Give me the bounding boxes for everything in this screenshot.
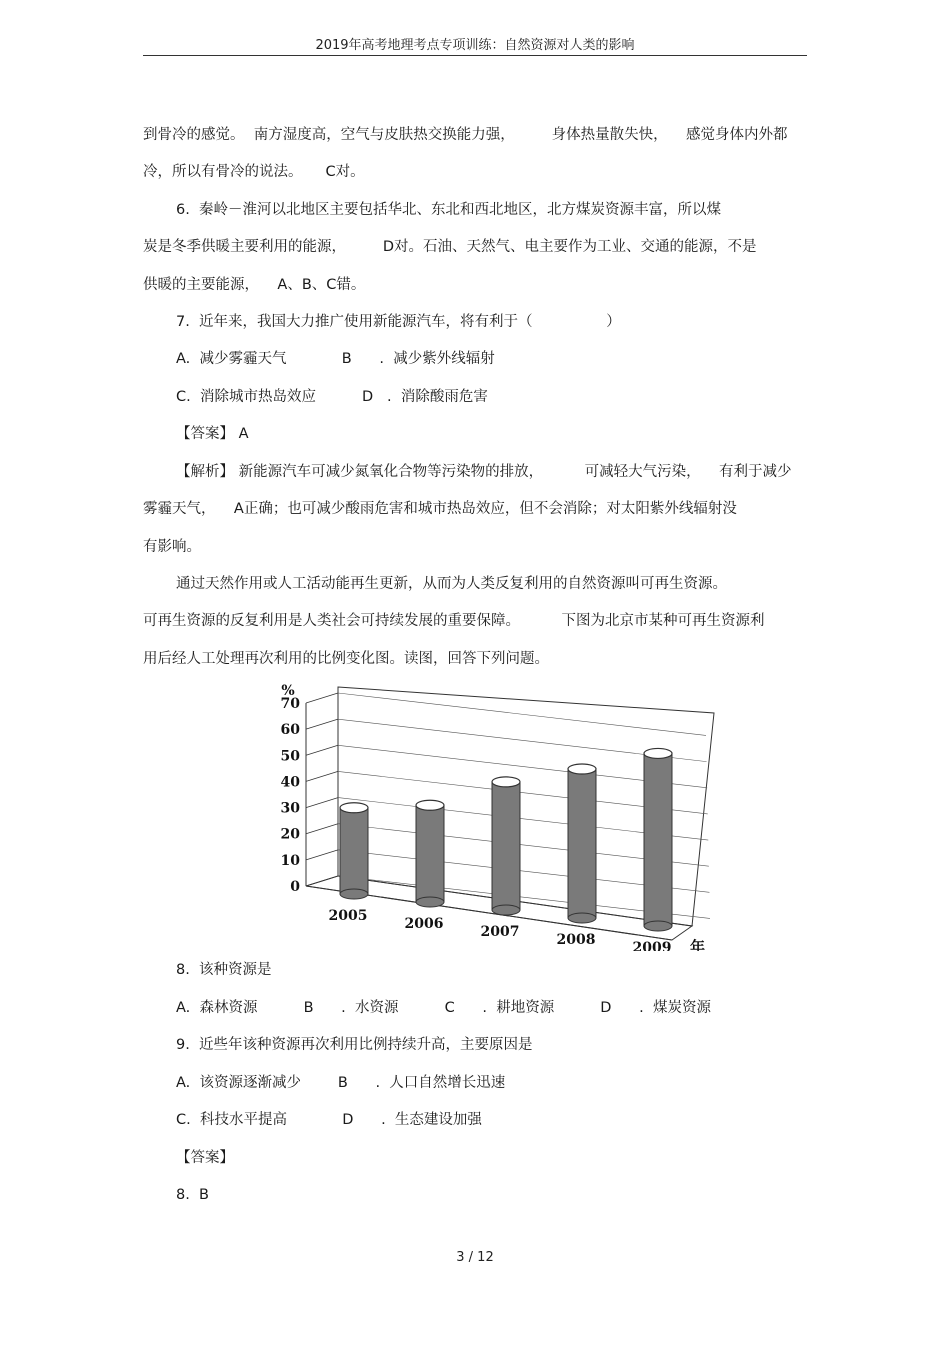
y-tick-label: 40 (280, 774, 300, 791)
y-tick-label: 70 (280, 696, 300, 712)
question-7: 7. 近年来，我国大力推广使用新能源汽车，将有利于（ ） (176, 314, 621, 330)
grid-line-side (306, 745, 338, 755)
bar-body (644, 753, 672, 926)
bar-base (340, 889, 368, 899)
bar-top (416, 800, 444, 810)
page-number: 3 / 12 (456, 1250, 494, 1265)
y-tick-label: 0 (290, 879, 300, 895)
bar-top (492, 777, 520, 787)
y-tick-label: 30 (280, 800, 300, 817)
bar-body (340, 808, 368, 894)
answer-text: 8. B (176, 1187, 210, 1203)
grid-line-side (306, 693, 338, 703)
bar-base (416, 897, 444, 907)
grid-line-side (306, 850, 338, 860)
text-line: 雾霾天气， A正确；也可减少酸雨危害和城市热岛效应，但不会消除；对太阳紫外线辐射没 (143, 501, 737, 517)
analysis-text: 【解析】 新能源汽车可减少氮氧化合物等污染物的排放， 可减轻大气污染， 有利于减少 (176, 464, 792, 480)
header-divider (143, 55, 807, 56)
grid-line-side (306, 798, 338, 808)
passage-text: 可再生资源的反复利用是人类社会可持续发展的重要保障。 下图为北京市某种可再生资源利 (143, 613, 765, 629)
option-row: A. 森林资源 B . 水资源 C . 耕地资源 D . 煤炭资源 (176, 1000, 711, 1016)
option-row: C. 消除城市热岛效应 D . 消除酸雨危害 (176, 389, 488, 405)
bar-base (568, 913, 596, 923)
bar-body (416, 805, 444, 902)
answer-label: 【答案】 (176, 1150, 234, 1166)
y-axis-unit: % (281, 683, 295, 699)
question-9: 9. 近些年该种资源再次利用比例持续升高，主要原因是 (176, 1037, 533, 1053)
x-tick-label: 2006 (404, 916, 444, 932)
passage-text: 通过天然作用或人工活动能再生更新，从而为人类反复利用的自然资源叫可再生资源。 (176, 576, 727, 592)
y-tick-label: 10 (280, 852, 300, 869)
option-row: A. 减少雾霾天气 B . 减少紫外线辐射 (176, 351, 495, 367)
passage-text: 用后经人工处理再次利用的比例变化图。读图，回答下列问题。 (143, 651, 549, 667)
bar-chart (262, 676, 732, 951)
text-line: 有影响。 (143, 539, 201, 555)
y-tick-label: 20 (280, 826, 300, 843)
grid-line-side (306, 719, 338, 729)
x-axis-unit: 年 (690, 938, 706, 951)
y-tick-label: 60 (280, 722, 300, 739)
x-tick-label: 2008 (556, 932, 596, 948)
x-tick-label: 2007 (480, 924, 520, 940)
answer-label: 【答案】 A (176, 426, 249, 442)
text-line: 供暖的主要能源， A、B、C错。 (143, 277, 366, 293)
option-row: A. 该资源逐渐减少 B . 人口自然增长迅速 (176, 1075, 506, 1091)
bar-body (568, 769, 596, 918)
bar-top (644, 748, 672, 758)
question-6: 6. 秦岭－淮河以北地区主要包括华北、东北和西北地区，北方煤炭资源丰富，所以煤 (176, 202, 722, 218)
chart-svg (262, 676, 732, 951)
x-tick-label: 2005 (328, 908, 368, 924)
grid-line-side (306, 876, 338, 886)
bar-base (644, 921, 672, 931)
option-row: C. 科技水平提高 D . 生态建设加强 (176, 1112, 482, 1128)
grid-line-side (306, 771, 338, 781)
page-header: 2019年高考地理考点专项训练：自然资源对人类的影响 (315, 38, 635, 53)
bar-body (492, 782, 520, 910)
y-tick-label: 50 (280, 748, 300, 765)
bar-top (340, 803, 368, 813)
text-line: 炭是冬季供暖主要利用的能源， D对。石油、天然气、电主要作为工业、交通的能源，不是 (143, 239, 757, 255)
text-line: 冷，所以有骨冷的说法。 C对。 (143, 164, 365, 180)
grid-line-side (306, 824, 338, 834)
bar-top (568, 764, 596, 774)
bar-base (492, 905, 520, 915)
text-line: 到骨冷的感觉。 南方湿度高，空气与皮肤热交换能力强， 身体热量散失快， 感觉身体内外都 (143, 127, 788, 143)
question-8: 8. 该种资源是 (176, 962, 272, 978)
x-tick-label: 2009 (632, 940, 672, 951)
